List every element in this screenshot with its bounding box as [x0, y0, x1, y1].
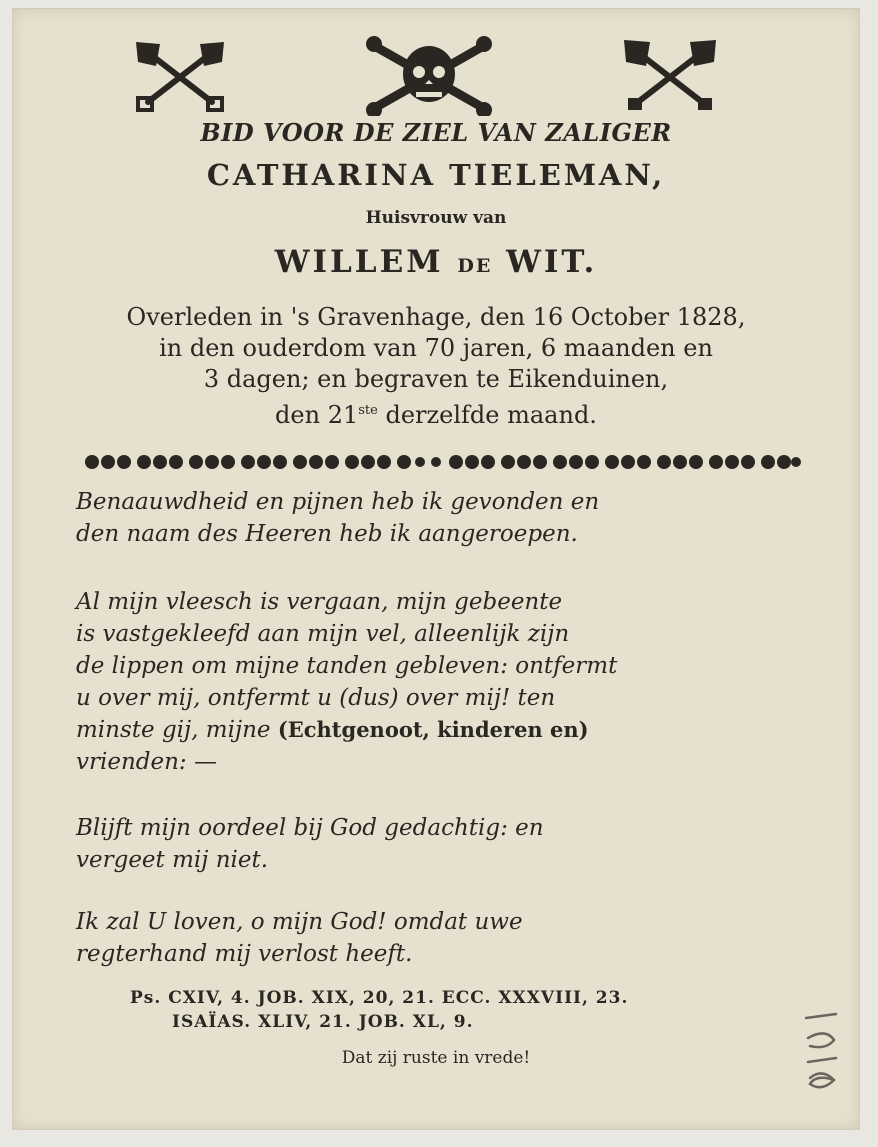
verse-fragment-upright: (Echtgenoot, kinderen en): [277, 717, 589, 742]
verse-line: de lippen om mijne tanden gebleven: ontfermt: [76, 653, 618, 679]
obituary-text: [12, 302, 860, 431]
obituary-date-pre: den 21: [275, 401, 359, 429]
obituary-line: 3 dagen; en begraven te Eikenduinen,: [203, 365, 669, 393]
verse-line: den naam des Heeren heb ik aangeroepen.: [76, 521, 578, 547]
handwritten-archive-mark: [796, 1008, 846, 1098]
verse-line: u over mij, ontfermt u (dus) over mij! ten: [76, 685, 556, 711]
prayer-heading: BID VOOR DE ZIEL VAN ZALIGER: [200, 118, 672, 147]
verse-fragment: minste gij, mijne: [76, 717, 278, 743]
crossed-spades-icon: [620, 36, 720, 116]
verse-4: [76, 906, 806, 970]
prayer-card: [12, 8, 860, 1130]
ornament-divider: [82, 448, 802, 476]
verse-line: vrienden: —: [76, 749, 217, 775]
emblem-row: [12, 36, 860, 126]
verse-3: [76, 812, 806, 876]
crossed-spades-icon: [130, 36, 230, 116]
husband-particle: DE: [457, 255, 493, 277]
reference-line: Ps. CXIV, 4. JOB. XIX, 20, 21. ECC. XXXVIII, 23.: [130, 988, 629, 1008]
obituary-line: [12, 395, 860, 431]
husband-first-name: WILLEM: [274, 244, 444, 280]
verse-line: Benaauwdheid en pijnen heb ik gevonden en: [76, 489, 600, 515]
relation-text: Huisvrouw van: [365, 208, 507, 228]
verse-line: Al mijn vleesch is vergaan, mijn gebeente: [76, 589, 563, 615]
verse-line: is vastgekleefd aan mijn vel, alleenlijk zijn: [76, 621, 570, 647]
skull-crossbones-icon: [364, 36, 494, 116]
obituary-line: Overleden in 's Gravenhage, den 16 October 1828,: [126, 303, 746, 331]
verse-line: Ik zal U loven, o mijn God! omdat uwe: [76, 909, 523, 935]
deceased-name: CATHARINA TIELEMAN,: [206, 158, 666, 192]
obituary-date-sup: ste: [358, 403, 378, 418]
verse-line: vergeet mij niet.: [76, 847, 269, 873]
obituary-line: in den ouderdom van 70 jaren, 6 maanden en: [159, 334, 713, 362]
obituary-date-post: derzelfde maand.: [377, 401, 597, 429]
husband-last-name: WIT.: [506, 244, 598, 280]
reference-line: ISAÏAS. XLIV, 21. JOB. XL, 9.: [172, 1012, 474, 1032]
verse-2: [76, 586, 806, 778]
closing-line: Dat zij ruste in vrede!: [341, 1048, 531, 1068]
verse-line: regterhand mij verlost heeft.: [76, 941, 413, 967]
husband-name: [12, 244, 860, 280]
verse-1: [76, 486, 806, 550]
verse-line: [76, 714, 806, 746]
verse-line: Blijft mijn oordeel bij God gedachtig: en: [76, 815, 544, 841]
scripture-references: [130, 986, 628, 1034]
